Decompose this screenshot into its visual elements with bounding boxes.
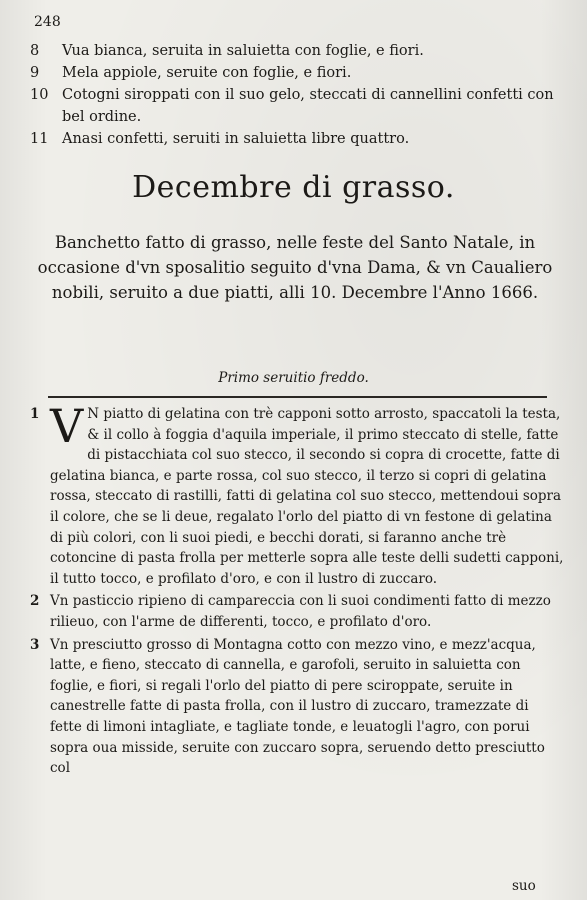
list-item [24,128,564,150]
item-text: Mela appiole, seruite con foglie, e fiori. [62,65,352,81]
course-list [24,399,564,781]
list-item [24,84,564,128]
course-item [24,591,564,632]
item-text: Vua bianca, seruita in saluietta con foglie, e fiori. [62,43,424,59]
item-number: 9 [30,65,40,81]
course-text: Vn presciutto grosso di Montagna cotto con mezzo vino, e mezz'acqua, latte, e fieno, steccato di cannella, e garofoli, seruito in saluietta con foglie, e fiori, si regali l'orlo del piatto di pere sciroppate, seruite in canestrelle fatte di pasta frolla, con il lustro di zuccaro, tramezzate di fette di limoni intagliate, e tagliate tonde, e leuatogli l'agro, con porui sopra oua misside, seruite con zuccaro sopra, seruendo detto presciutto col [50,636,545,777]
item-number: 8 [30,43,40,59]
page-number: 248 [34,14,61,30]
course-number: 2 [30,593,40,610]
course-subtitle: Primo seruitio freddo. [218,370,369,386]
list-item [24,40,564,62]
item-number: 10 [30,87,49,103]
course-number: 1 [30,406,40,422]
course-item [24,399,564,589]
course-number: 3 [30,636,40,653]
course-text: Vn pasticcio ripieno di campareccia con li suoi condimenti fatto di mezzo rilieuo, con l'arme de differenti, tocco, e profilato d'oro. [50,593,551,630]
drop-cap: V [50,399,84,453]
catchword: suo [512,878,536,894]
item-text: Cotogni siroppati con il suo gelo, steccati di cannellini confetti con bel ordine. [62,87,554,125]
top-list [24,40,564,150]
course-item [24,635,564,779]
divider [48,396,547,398]
item-text: Anasi confetti, seruiti in saluietta libre quattro. [62,131,410,147]
course-text: N piatto di gelatina con trè capponi sotto arrosto, spaccatoli la testa, & il collo à foggia d'aquila imperiale, il primo steccato di stelle, fatte di pistacchiata col suo stecco, il secondo si copra di crocette, fatte di gelatina bianca, e parte rossa, col suo stecco, il terzo si copri di gelatina rossa, steccato di rastilli, fatti di gelatina col suo stecco, mettendoui sopra il colore, che se li deue, regalato l'orlo del piatto di vn festone di gelatina di più colori, con li suoi piedi, e becchi dorati, si faranno anche trè cotoncine di pasta frolla per metterle sopra alle teste delli sudetti capponi, il tutto tocco, e profilato d'oro, e con il lustro di zuccaro. [50,406,564,587]
section-title: Decembre di grasso. [132,170,455,205]
item-number: 11 [30,131,49,147]
banquet-heading: Banchetto fatto di grasso, nelle feste del Santo Natale, in occasione d'vn sposalitio seguito d'vna Dama, & vn Caualiero nobili, seruito a due piatti, alli 10. Decembre l'Anno 1666. [37,233,553,302]
list-item [24,62,564,84]
